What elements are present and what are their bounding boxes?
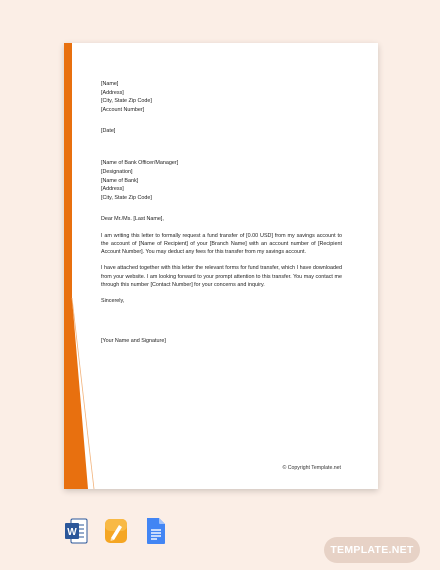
sender-block: [101, 80, 342, 114]
closing: Sincerely,: [101, 298, 125, 305]
recipient-block: [101, 159, 342, 202]
letter-page: [64, 43, 378, 489]
letter-date: [Date]: [101, 127, 116, 134]
recipient-designation: [Designation]: [101, 169, 133, 176]
salutation: Dear Mr./Ms. [Last Name],: [101, 215, 164, 222]
sender-city: [City, State Zip Code]: [101, 98, 152, 105]
letter-body: [101, 80, 342, 346]
svg-text:W: W: [67, 527, 77, 538]
recipient-city: [City, State Zip Code]: [101, 194, 152, 201]
body-paragraph-2: I have attached together with this letter the relevant forms for fund transfer, which I have downloaded from your website. I am looking forward to your prompt attention to this transfer. You may contact me through this number [Contact Number] for your concerns and inquiry.: [101, 265, 342, 289]
app-icons: [64, 517, 168, 545]
sender-account: [Account Number]: [101, 106, 145, 113]
body-paragraph-1: I am writing this letter to formally request a fund transfer of [0.00 USD] from my savings account to the account of [Name of Recipient] of your [Branch Name] with an account number of [Recipient Account Number]. You may deduct any fees for this transfer from my savings account.: [101, 232, 342, 256]
sender-address: [Address]: [101, 89, 124, 96]
recipient-bank: [Name of Bank]: [101, 177, 139, 184]
signature-line: [Your Name and Signature]: [101, 337, 166, 344]
pages-icon[interactable]: [104, 517, 128, 545]
google-docs-icon[interactable]: [144, 517, 168, 545]
template-net-badge[interactable]: TEMPLATE.NET: [324, 537, 420, 563]
recipient-officer: [Name of Bank Officer/Manager]: [101, 160, 179, 167]
recipient-address: [Address]: [101, 186, 124, 193]
copyright-text: © Copyright Template.net: [282, 465, 341, 471]
word-icon[interactable]: [64, 517, 88, 545]
sender-name: [Name]: [101, 81, 119, 87]
